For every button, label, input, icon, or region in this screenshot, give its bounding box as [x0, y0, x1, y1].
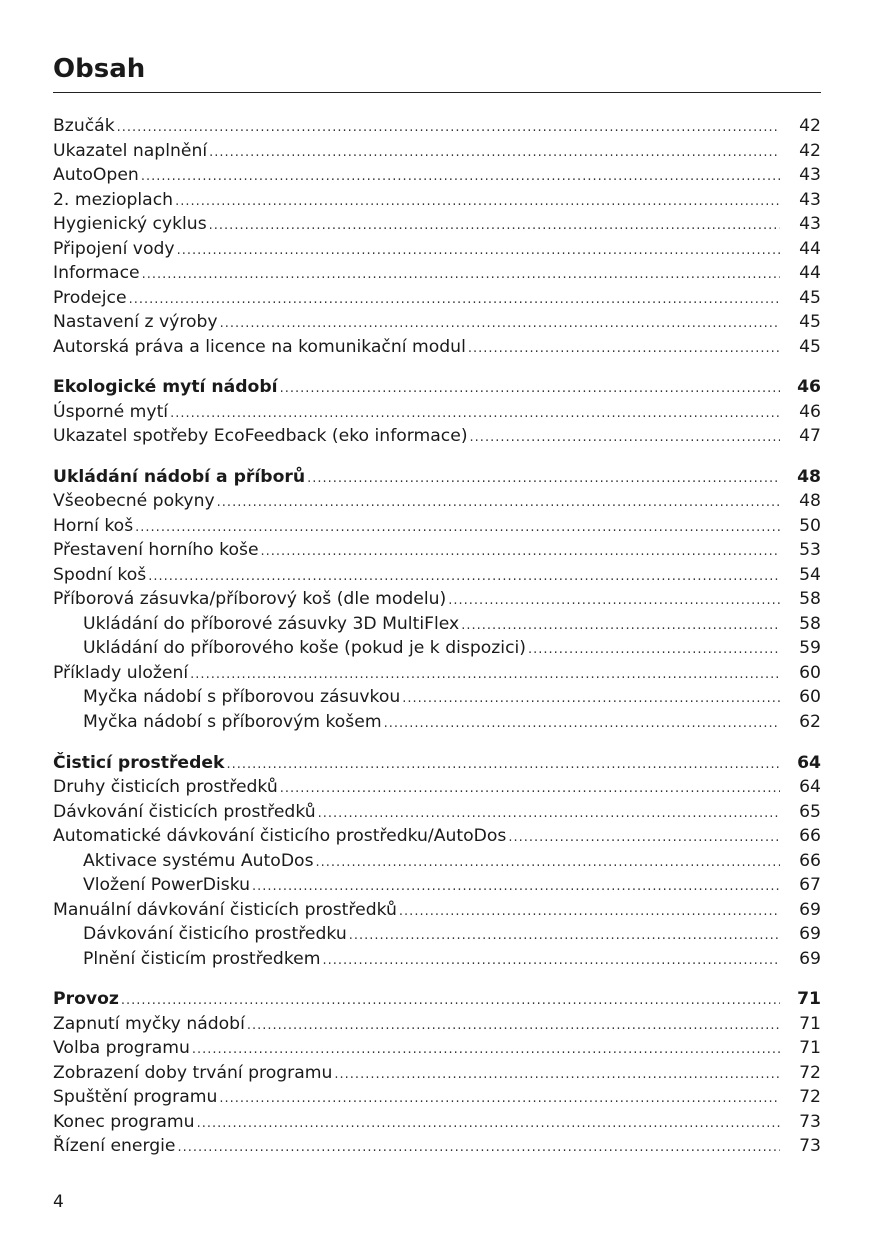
page-title: Obsah — [53, 54, 146, 84]
toc-entry-label: Dávkování čisticího prostředku — [83, 924, 347, 945]
toc-entry-label: Ukládání do příborového koše (pokud je k dispozici) — [83, 638, 526, 659]
toc-entry[interactable] — [53, 898, 821, 923]
dot-leader — [220, 312, 780, 337]
toc-entry-label: Volba programu — [53, 1038, 190, 1059]
toc-entry-page: 44 — [799, 263, 821, 283]
toc-entry-page: 45 — [799, 336, 821, 357]
toc-entry[interactable] — [53, 335, 821, 360]
toc-entry-page: 60 — [799, 687, 821, 708]
toc-entry-label: Příborová zásuvka/příborový koš (dle modelu) — [53, 589, 447, 610]
toc-entry-page: 69 — [799, 924, 821, 945]
toc-entry-page: 64 — [797, 752, 821, 773]
dot-leader — [247, 1014, 780, 1039]
toc-entry-page: 58 — [799, 589, 821, 610]
toc-subentry[interactable] — [53, 612, 821, 637]
toc-entry-page: 62 — [799, 711, 821, 732]
toc-entry-page: 42 — [799, 140, 821, 161]
dot-leader — [307, 467, 780, 492]
toc-entry-page: 66 — [799, 850, 821, 871]
toc-entry-label: Automatické dávkování čisticího prostředku/AutoDos — [53, 826, 507, 847]
dot-leader — [197, 1112, 780, 1137]
toc-entry-label: Spodní koš — [53, 564, 147, 585]
toc-entry-label: Informace — [53, 263, 140, 283]
dot-leader — [349, 924, 780, 949]
toc-entry[interactable] — [53, 1012, 821, 1037]
dot-leader — [217, 491, 780, 516]
toc-entry[interactable] — [53, 424, 821, 449]
toc-subentry[interactable] — [53, 849, 821, 874]
toc-subentry[interactable] — [53, 685, 821, 710]
toc-subentry[interactable] — [53, 947, 821, 972]
dot-leader — [190, 663, 780, 688]
dot-leader — [129, 288, 780, 313]
toc-entry-page: 69 — [799, 899, 821, 920]
dot-leader — [399, 900, 780, 925]
toc-entry-label: Myčka nádobí s příborovým košem — [83, 711, 382, 732]
dot-leader — [318, 802, 780, 827]
toc-entry-page: 72 — [799, 1087, 821, 1108]
toc-entry[interactable] — [53, 114, 821, 139]
dot-leader — [384, 712, 780, 737]
toc-entry-label: AutoOpen — [53, 165, 139, 185]
dot-leader — [528, 638, 780, 663]
toc-entry[interactable] — [53, 1061, 821, 1086]
toc-entry-label: Nastavení z výroby — [53, 312, 218, 332]
toc-entry-page: 48 — [799, 491, 821, 512]
dot-leader — [178, 1136, 780, 1161]
toc-section — [53, 465, 821, 735]
toc-entry-label: Hygienický cyklus — [53, 214, 207, 234]
toc-entry[interactable] — [53, 261, 821, 286]
toc-entry-page: 67 — [799, 875, 821, 896]
toc-subentry[interactable] — [53, 710, 821, 735]
dot-leader — [226, 753, 780, 778]
toc-entry-page: 45 — [799, 287, 821, 308]
toc-section — [53, 114, 821, 359]
toc-entry[interactable] — [53, 400, 821, 425]
dot-leader — [470, 426, 780, 451]
toc-entry-label: Provoz — [53, 989, 119, 1010]
toc-entry-page: 45 — [799, 312, 821, 332]
toc-entry-page: 47 — [799, 426, 821, 447]
toc-entry-label: Ukazatel spotřeby EcoFeedback (eko informace) — [53, 426, 468, 447]
toc-entry-page: 71 — [799, 1013, 821, 1034]
toc-entry-page: 71 — [799, 1038, 821, 1059]
toc-chapter-entry[interactable] — [53, 751, 821, 776]
toc-entry-page: 69 — [799, 948, 821, 969]
dot-leader — [192, 1038, 780, 1063]
dot-leader — [280, 377, 780, 402]
dot-leader — [219, 1087, 780, 1112]
toc-entry[interactable] — [53, 563, 821, 588]
toc-entry-label: Řízení energie — [53, 1136, 176, 1157]
toc-entry[interactable] — [53, 775, 821, 800]
toc-entry-label: Ukazatel naplnění — [53, 140, 208, 161]
toc-entry-page: 48 — [797, 466, 821, 487]
toc-entry-page: 65 — [799, 801, 821, 822]
toc-entry-label: Úsporné mytí — [53, 401, 169, 422]
toc-entry-label: Ukládání nádobí a příborů — [53, 466, 306, 487]
toc-entry[interactable] — [53, 237, 821, 262]
toc-entry-page: 43 — [799, 214, 821, 234]
page-number: 4 — [53, 1192, 64, 1212]
toc-entry-label: Čisticí prostředek — [53, 752, 225, 773]
toc-entry[interactable] — [53, 1085, 821, 1110]
dot-leader — [261, 540, 780, 565]
toc-section — [53, 375, 821, 449]
toc-entry-page: 72 — [799, 1062, 821, 1083]
toc-entry[interactable] — [53, 538, 821, 563]
toc-entry-page: 46 — [799, 401, 821, 422]
toc-entry-page: 58 — [799, 613, 821, 634]
dot-leader — [142, 263, 780, 288]
toc-entry-label: Dávkování čisticích prostředků — [53, 801, 316, 822]
toc-entry-page: 73 — [799, 1111, 821, 1132]
toc-entry-page: 66 — [799, 826, 821, 847]
toc-entry-page: 59 — [799, 638, 821, 659]
toc-entry-page: 64 — [799, 777, 821, 798]
toc-entry[interactable] — [53, 212, 821, 237]
dot-leader — [402, 687, 780, 712]
dot-leader — [117, 116, 780, 141]
toc-entry-label: Všeobecné pokyny — [53, 491, 215, 512]
toc-entry[interactable] — [53, 1036, 821, 1061]
toc-entry-label: Horní koš — [53, 515, 134, 536]
dot-leader — [170, 402, 780, 427]
dot-leader — [141, 165, 780, 190]
toc-entry-page: 60 — [799, 662, 821, 683]
toc-entry-page: 50 — [799, 515, 821, 536]
toc-entry-label: Zobrazení doby trvání programu — [53, 1062, 333, 1083]
dot-leader — [135, 516, 780, 541]
dot-leader — [323, 949, 780, 974]
toc-entry-page: 44 — [799, 238, 821, 259]
toc-entry-label: Vložení PowerDisku — [83, 875, 251, 896]
toc-entry[interactable] — [53, 310, 821, 335]
dot-leader — [252, 875, 780, 900]
toc-entry[interactable] — [53, 661, 821, 686]
toc-chapter-entry[interactable] — [53, 465, 821, 490]
dot-leader — [448, 589, 780, 614]
toc-chapter-entry[interactable] — [53, 375, 821, 400]
toc-entry[interactable] — [53, 1110, 821, 1135]
toc-entry[interactable] — [53, 1134, 821, 1159]
toc-entry-label: Ekologické mytí nádobí — [53, 377, 278, 398]
toc-entry-page: 73 — [799, 1136, 821, 1157]
table-of-contents — [53, 114, 821, 1175]
toc-entry-label: 2. mezioplach — [53, 189, 174, 210]
toc-entry[interactable] — [53, 139, 821, 164]
dot-leader — [461, 614, 780, 639]
toc-entry-page: 46 — [797, 377, 821, 398]
toc-entry[interactable] — [53, 800, 821, 825]
toc-entry-label: Zapnutí myčky nádobí — [53, 1013, 245, 1034]
dot-leader — [177, 239, 780, 264]
toc-entry-label: Manuální dávkování čisticích prostředků — [53, 899, 397, 920]
toc-entry-label: Přestavení horního koše — [53, 540, 259, 561]
dot-leader — [316, 851, 780, 876]
toc-entry-label: Připojení vody — [53, 238, 175, 259]
dot-leader — [280, 777, 780, 802]
dot-leader — [148, 565, 780, 590]
toc-entry[interactable] — [53, 824, 821, 849]
toc-entry-label: Prodejce — [53, 287, 127, 308]
dot-leader — [209, 141, 780, 166]
toc-entry[interactable] — [53, 587, 821, 612]
toc-entry-label: Autorská práva a licence na komunikační modul — [53, 336, 466, 357]
dot-leader — [209, 214, 780, 239]
dot-leader — [121, 989, 780, 1014]
dot-leader — [468, 337, 780, 362]
toc-subentry[interactable] — [53, 873, 821, 898]
toc-subentry[interactable] — [53, 636, 821, 661]
toc-entry-label: Bzučák — [53, 116, 115, 136]
toc-entry[interactable] — [53, 514, 821, 539]
toc-entry-label: Příklady uložení — [53, 662, 189, 683]
toc-entry-page: 43 — [799, 165, 821, 185]
toc-entry-page: 54 — [799, 564, 821, 585]
toc-entry-label: Plnění čisticím prostředkem — [83, 948, 321, 969]
toc-entry-page: 43 — [799, 189, 821, 210]
toc-entry[interactable] — [53, 286, 821, 311]
toc-chapter-entry[interactable] — [53, 987, 821, 1012]
toc-entry[interactable] — [53, 163, 821, 188]
toc-entry-page: 53 — [799, 540, 821, 561]
dot-leader — [334, 1063, 780, 1088]
toc-entry-label: Ukládání do příborové zásuvky 3D MultiFlex — [83, 613, 460, 634]
title-divider — [53, 92, 821, 93]
toc-section — [53, 987, 821, 1159]
toc-entry-label: Druhy čisticích prostředků — [53, 777, 278, 798]
dot-leader — [175, 190, 780, 215]
toc-entry[interactable] — [53, 188, 821, 213]
toc-entry-page: 71 — [797, 989, 821, 1010]
toc-entry-label: Aktivace systému AutoDos — [83, 850, 314, 871]
toc-entry-page: 42 — [799, 116, 821, 136]
dot-leader — [508, 826, 780, 851]
toc-entry[interactable] — [53, 489, 821, 514]
toc-entry-label: Spuštění programu — [53, 1087, 218, 1108]
toc-subentry[interactable] — [53, 922, 821, 947]
toc-section — [53, 751, 821, 972]
toc-entry-label: Myčka nádobí s příborovou zásuvkou — [83, 687, 401, 708]
toc-entry-label: Konec programu — [53, 1111, 195, 1132]
